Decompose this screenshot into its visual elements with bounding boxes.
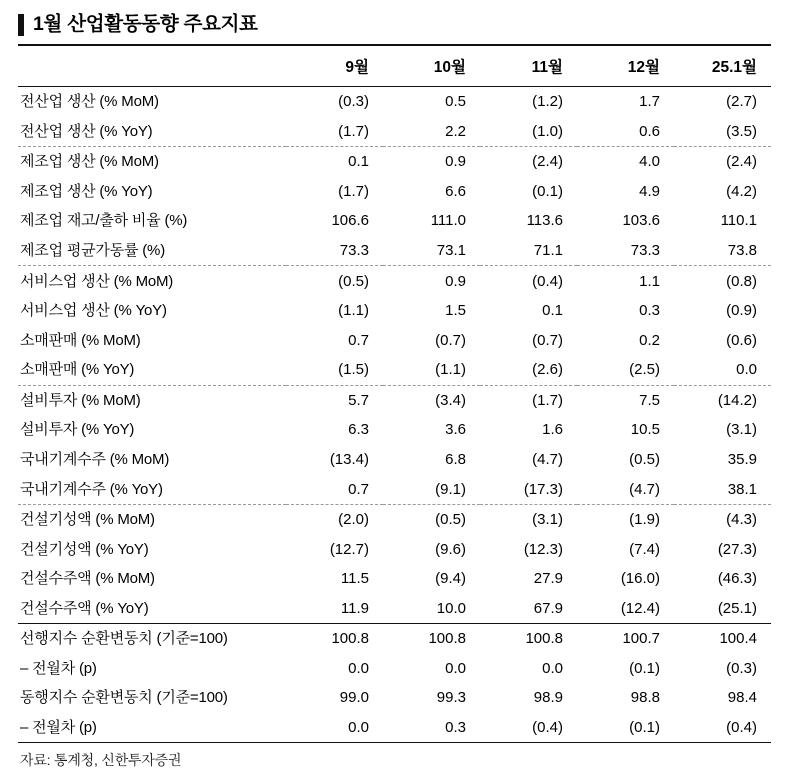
row-label: – 전월차 (p) (18, 713, 286, 743)
table-header-row (18, 46, 771, 87)
row-value: (0.1) (629, 659, 660, 677)
row-value: 100.8 (525, 630, 563, 648)
row-value: 0.7 (348, 331, 369, 349)
table-row (18, 206, 771, 236)
row-value: (4.7) (577, 474, 674, 504)
row-value: 10.5 (630, 421, 660, 439)
row-value: 3.6 (445, 421, 466, 439)
row-value: 0.0 (542, 659, 563, 677)
row-value: (0.9) (726, 302, 757, 320)
row-value: (7.4) (629, 540, 660, 558)
row-value: 5.7 (348, 391, 369, 409)
row-value: (2.4) (726, 153, 757, 171)
row-label: 동행지수 순환변동치 (기준=100) (20, 689, 228, 707)
row-value: 100.7 (622, 630, 660, 648)
row-value: (1.9) (629, 511, 660, 529)
row-value: 67.9 (480, 594, 577, 624)
table-row (18, 296, 771, 326)
row-value: 0.0 (348, 659, 369, 677)
row-value: 1.1 (639, 272, 660, 290)
row-value: 7.5 (639, 391, 660, 409)
row-value: (0.5) (435, 511, 466, 529)
row-label: 제조업 생산 (% MoM) (20, 153, 159, 171)
row-label: 국내기계수주 (% MoM) (20, 450, 170, 468)
row-value: (4.2) (726, 182, 757, 200)
table-row (18, 504, 771, 534)
row-label: 서비스업 생산 (% YoY) (20, 302, 167, 320)
row-value: 98.8 (630, 689, 660, 707)
page-title-bar (18, 12, 771, 46)
row-value: (1.7) (532, 391, 563, 409)
row-value: 27.9 (533, 570, 563, 588)
row-value: 98.4 (727, 689, 757, 707)
row-value: 6.6 (445, 182, 466, 200)
row-value: (25.1) (674, 594, 771, 624)
column-header-month-5: 25.1월 (674, 46, 771, 87)
row-value: 111.0 (430, 212, 466, 230)
row-value: (0.5) (338, 272, 369, 290)
row-value: 0.9 (445, 272, 466, 290)
row-value: (12.3) (523, 540, 563, 558)
row-label: 제조업 생산 (% YoY) (20, 182, 153, 200)
row-value: (0.3) (338, 93, 369, 111)
row-value: (0.8) (726, 272, 757, 290)
row-value: (3.4) (435, 391, 466, 409)
row-value: (0.5) (629, 450, 660, 468)
row-label: 전산업 생산 (% YoY) (18, 117, 286, 147)
row-label: – 전월차 (p) (20, 659, 97, 677)
table-row (18, 266, 771, 296)
row-value: 99.0 (339, 689, 369, 707)
row-value: (1.5) (286, 355, 383, 385)
row-value: (2.5) (577, 355, 674, 385)
column-header-month-2: 10월 (383, 46, 480, 87)
row-value: 100.8 (428, 630, 466, 648)
row-label: 건설기성액 (% MoM) (20, 511, 155, 529)
row-value: (2.0) (338, 511, 369, 529)
row-value: 0.0 (286, 713, 383, 743)
row-value: 35.9 (727, 450, 757, 468)
row-value: 0.3 (639, 302, 660, 320)
row-value: 6.8 (445, 450, 466, 468)
row-value: (1.1) (383, 355, 480, 385)
row-value: 0.7 (286, 474, 383, 504)
row-value: 98.9 (533, 689, 563, 707)
row-value: (1.1) (338, 302, 369, 320)
row-value: (0.1) (577, 713, 674, 743)
table-row (18, 564, 771, 594)
row-value: 10.0 (383, 594, 480, 624)
row-value: 0.2 (639, 331, 660, 349)
row-value: (13.4) (329, 450, 369, 468)
source-note: 자료: 통계청, 신한투자증권 (20, 752, 182, 769)
row-value: (3.5) (674, 117, 771, 147)
row-value: (3.1) (726, 421, 757, 439)
row-value: 0.1 (348, 153, 369, 171)
row-label: 서비스업 생산 (% MoM) (20, 272, 174, 290)
row-value: (9.4) (435, 570, 466, 588)
row-value: (12.7) (329, 540, 369, 558)
page-title: 1월 산업활동동향 주요지표 (33, 13, 258, 36)
table-header (18, 46, 771, 87)
row-value: 11.5 (340, 570, 369, 588)
row-label: 제조업 평균가동률 (%) (18, 236, 286, 266)
row-value: (12.4) (577, 594, 674, 624)
row-value: 106.6 (331, 212, 369, 230)
row-value: 1.5 (445, 302, 466, 320)
row-value: (0.1) (532, 182, 563, 200)
row-value: 0.5 (445, 93, 466, 111)
row-value: (0.7) (435, 331, 466, 349)
row-value: (2.6) (480, 355, 577, 385)
row-value: (0.7) (532, 331, 563, 349)
row-value: (4.7) (532, 450, 563, 468)
row-value: (17.3) (480, 474, 577, 504)
row-value: 73.3 (286, 236, 383, 266)
table-row (18, 654, 771, 684)
row-value: (2.7) (726, 93, 757, 111)
row-value: 4.9 (639, 182, 660, 200)
column-header-month-4: 12월 (577, 46, 674, 87)
column-header-month-1: 9월 (286, 46, 383, 87)
row-label: 소매판매 (% MoM) (20, 331, 141, 349)
table-row (18, 87, 771, 117)
row-value: 0.9 (445, 153, 466, 171)
table-row (18, 117, 771, 147)
row-value: (4.3) (726, 511, 757, 529)
row-value: (0.4) (674, 713, 771, 743)
table-row (18, 474, 771, 504)
row-value: 2.2 (383, 117, 480, 147)
table-row (18, 445, 771, 475)
row-value: (16.0) (620, 570, 660, 588)
row-value: (3.1) (532, 511, 563, 529)
table-row (18, 326, 771, 356)
row-value: 113.6 (526, 212, 563, 230)
table-row (18, 177, 771, 207)
row-value: (1.7) (286, 117, 383, 147)
row-label: 건설수주액 (% YoY) (18, 594, 286, 624)
row-value: 103.6 (622, 212, 660, 230)
row-value: 73.3 (577, 236, 674, 266)
row-label: 건설수주액 (% MoM) (20, 570, 155, 588)
row-value: 100.8 (331, 630, 369, 648)
row-value: (46.3) (717, 570, 757, 588)
row-value: 73.8 (674, 236, 771, 266)
row-value: 99.3 (436, 689, 466, 707)
row-label: 선행지수 순환변동치 (기준=100) (20, 630, 228, 648)
row-value: (9.6) (435, 540, 466, 558)
table-row (18, 534, 771, 564)
row-value: (1.0) (480, 117, 577, 147)
row-value: (0.6) (726, 331, 757, 349)
row-value: 4.0 (639, 153, 660, 171)
row-value: (9.1) (383, 474, 480, 504)
row-value: 100.4 (719, 630, 757, 648)
row-value: 73.1 (383, 236, 480, 266)
row-value: 110.1 (720, 212, 757, 230)
row-value: 38.1 (674, 474, 771, 504)
row-label: 국내기계수주 (% YoY) (18, 474, 286, 504)
row-value: (1.2) (532, 93, 563, 111)
row-value: 0.0 (445, 659, 466, 677)
row-label: 설비투자 (% YoY) (20, 421, 135, 439)
table-body (18, 87, 771, 743)
row-value: 1.6 (542, 421, 563, 439)
row-value: (2.4) (532, 153, 563, 171)
row-value: 0.6 (577, 117, 674, 147)
table-row (18, 385, 771, 415)
row-label: 건설기성액 (% YoY) (20, 540, 149, 558)
row-value: (14.2) (717, 391, 757, 409)
table-row (18, 594, 771, 624)
row-value: 0.0 (674, 355, 771, 385)
table-row (18, 147, 771, 177)
table-row (18, 415, 771, 445)
row-value: (0.3) (726, 659, 757, 677)
column-header-month-3: 11월 (480, 46, 577, 87)
row-value: 0.3 (383, 713, 480, 743)
table-row (18, 624, 771, 654)
row-label: 전산업 생산 (% MoM) (20, 93, 159, 111)
row-value: (0.4) (532, 272, 563, 290)
row-value: (1.7) (338, 182, 369, 200)
row-label: 제조업 재고/출하 비율 (%) (20, 212, 188, 230)
table-row (18, 713, 771, 743)
table-row (18, 355, 771, 385)
row-label: 소매판매 (% YoY) (18, 355, 286, 385)
row-label: 설비투자 (% MoM) (20, 391, 141, 409)
title-accent-bar (18, 14, 24, 36)
table-row (18, 683, 771, 713)
row-value: (27.3) (717, 540, 757, 558)
indicators-table (18, 46, 771, 743)
column-header-label (18, 46, 286, 87)
table-row (18, 236, 771, 266)
row-value: 6.3 (348, 421, 369, 439)
row-value: 71.1 (480, 236, 577, 266)
row-value: (0.4) (480, 713, 577, 743)
row-value: 0.1 (542, 302, 563, 320)
row-value: 11.9 (286, 594, 383, 624)
row-value: 1.7 (639, 93, 660, 111)
